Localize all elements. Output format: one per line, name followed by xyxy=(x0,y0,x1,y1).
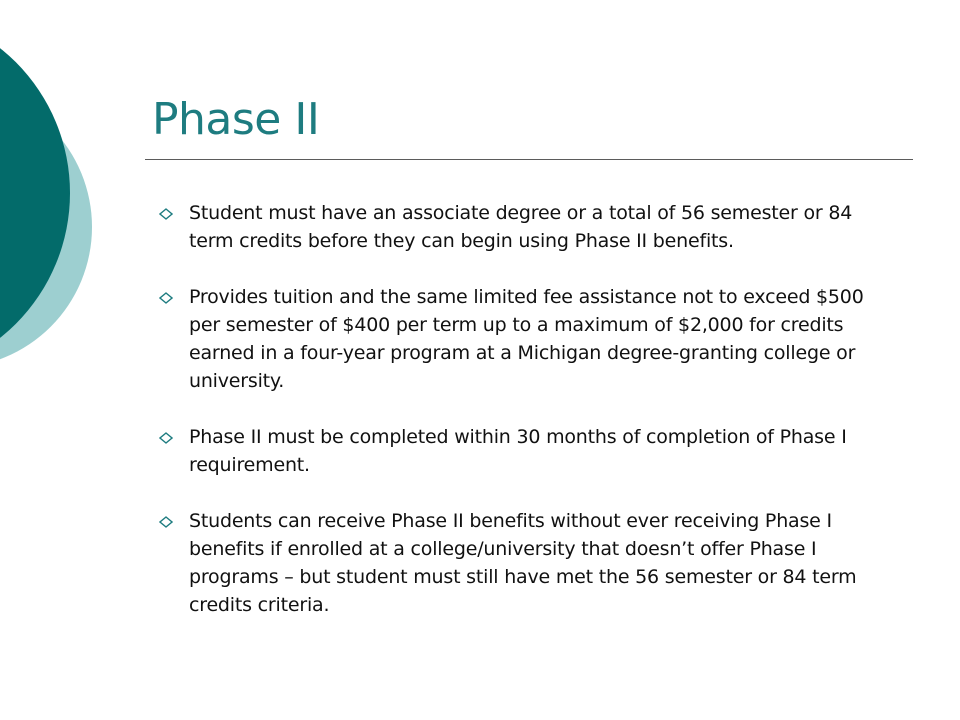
bullet-text: Phase II must be completed within 30 months of completion of Phase I requirement. xyxy=(189,426,847,476)
slide-title: Phase II xyxy=(152,94,320,145)
bullet-text: Provides tuition and the same limited fee assistance not to exceed $500 per semester of $400 per term up to a maximum of $2,000 for credits earned in a four-year program at a Michigan degree-granting college or university. xyxy=(189,286,864,392)
bullet-item xyxy=(155,199,895,255)
bullet-text: Students can receive Phase II benefits without ever receiving Phase I benefits if enrolled at a college/university that doesn’t offer Phase I programs – but student must still have met the 56 semester or 84 term credits criteria. xyxy=(189,510,857,616)
bullet-item xyxy=(155,283,895,395)
title-divider xyxy=(145,159,913,160)
hollow-diamond-bullet-icon xyxy=(159,516,173,528)
bullet-list xyxy=(155,199,895,647)
hollow-diamond-bullet-icon xyxy=(159,432,173,444)
hollow-diamond-bullet-icon xyxy=(159,292,173,304)
bullet-item xyxy=(155,423,895,479)
bullet-text: Student must have an associate degree or a total of 56 semester or 84 term credits before they can begin using Phase II benefits. xyxy=(189,202,853,252)
hollow-diamond-bullet-icon xyxy=(159,208,173,220)
bullet-item xyxy=(155,507,895,619)
